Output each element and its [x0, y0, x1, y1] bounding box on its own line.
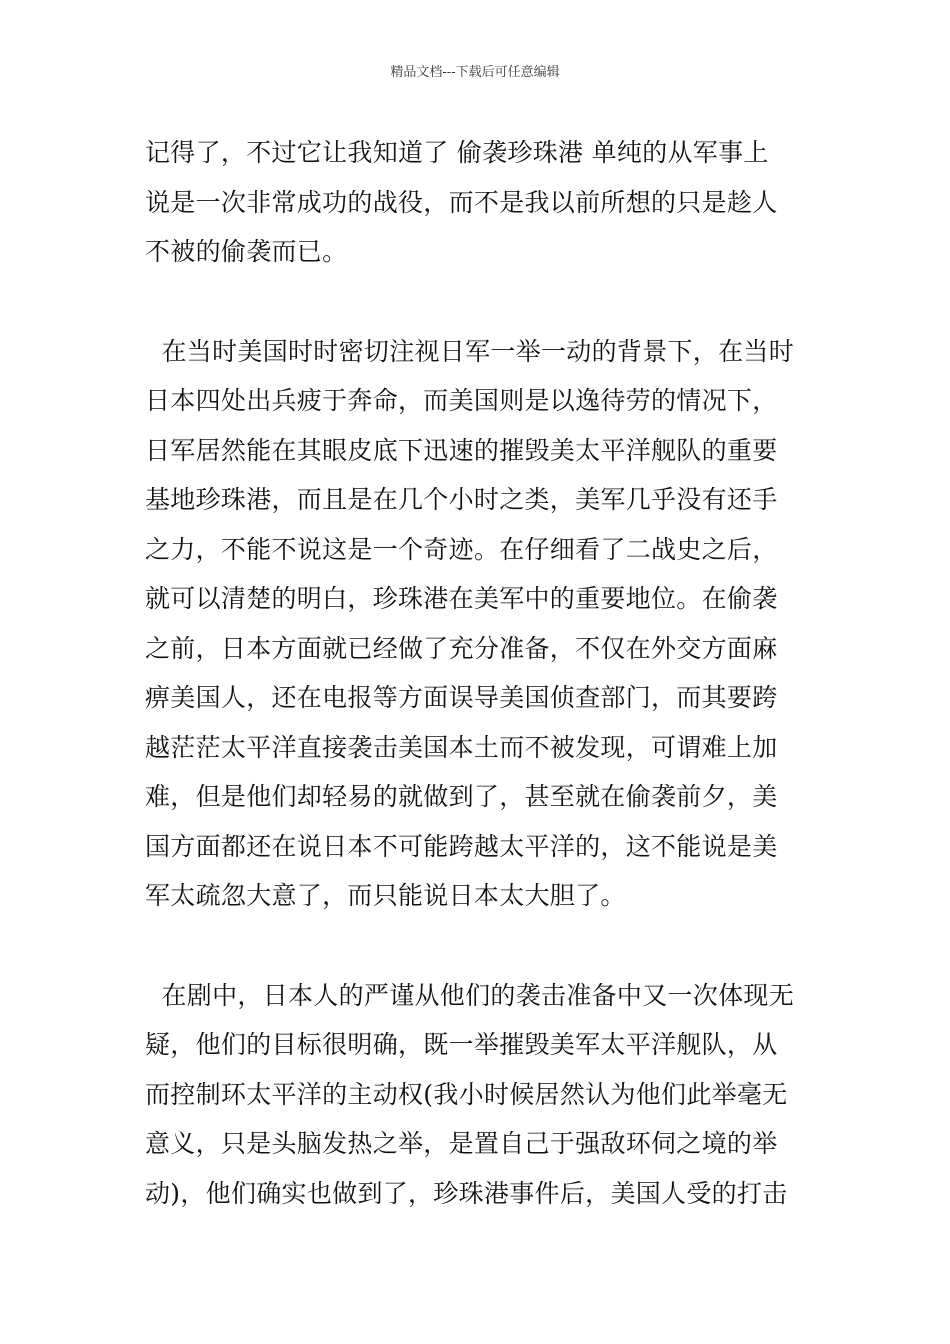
text-line: 在剧中，日本人的严谨从他们的袭击准备中又一次体现无 [145, 980, 794, 1010]
paragraph-spacer [145, 277, 810, 327]
text-line: 动)，他们确实也做到了，珍珠港事件后，美国人受的打击 [145, 1178, 788, 1208]
text-line: 就可以清楚的明白，珍珠港在美军中的重要地位。在偷袭 [145, 584, 778, 613]
page-header: 精品文档---下载后可任意编辑 [390, 65, 560, 80]
text-line: 难，但是他们却轻易的就做到了，甚至就在偷袭前夕，美 [145, 782, 778, 811]
text-line: 而控制环太平洋的主动权(我小时候居然认为他们此举毫无 [145, 1079, 788, 1109]
text-line: 基地珍珠港，而且是在几个小时之类，美军几乎没有还手 [145, 485, 778, 514]
text-line: 痹美国人，还在电报等方面误导美国侦查部门，而其要跨 [145, 683, 778, 712]
text-line: 日本四处出兵疲于奔命，而美国则是以逸待劳的情况下， [145, 386, 778, 415]
paragraph-1 [145, 128, 810, 277]
text-line: 日军居然能在其眼皮底下迅速的摧毁美太平洋舰队的重要 [145, 435, 778, 465]
text-line: 疑，他们的目标很明确，既一举摧毁美军太平洋舰队，从 [145, 1030, 778, 1059]
paragraph-3 [145, 971, 810, 1219]
text-line: 越茫茫太平洋直接袭击美国本土而不被发现，可谓难上加 [145, 732, 778, 762]
text-line: 国方面都还在说日本不可能跨越太平洋的，这不能说是美 [145, 831, 778, 861]
text-line: 之力，不能不说这是一个奇迹。在仔细看了二战史之后， [145, 534, 778, 564]
text-line: 军太疏忽大意了，而只能说日本太大胆了。 [145, 881, 626, 910]
text-line: 在当时美国时时密切注视日军一举一动的背景下，在当时 [145, 336, 794, 366]
text-line: 之前，日本方面就已经做了充分准备，不仅在外交方面麻 [145, 633, 778, 663]
paragraph-spacer [145, 921, 810, 971]
text-line: 意义，只是头脑发热之举，是置自己于强敌环伺之境的举 [145, 1129, 778, 1158]
text-line: 说是一次非常成功的战役，而不是我以前所想的只是趁人 [145, 187, 778, 217]
document-body [145, 128, 810, 1218]
text-line: 不被的偷袭而已。 [145, 237, 348, 266]
paragraph-2 [145, 327, 810, 921]
text-line: 记得了，不过它让我知道了 偷袭珍珠港 单纯的从军事上 [145, 138, 769, 167]
